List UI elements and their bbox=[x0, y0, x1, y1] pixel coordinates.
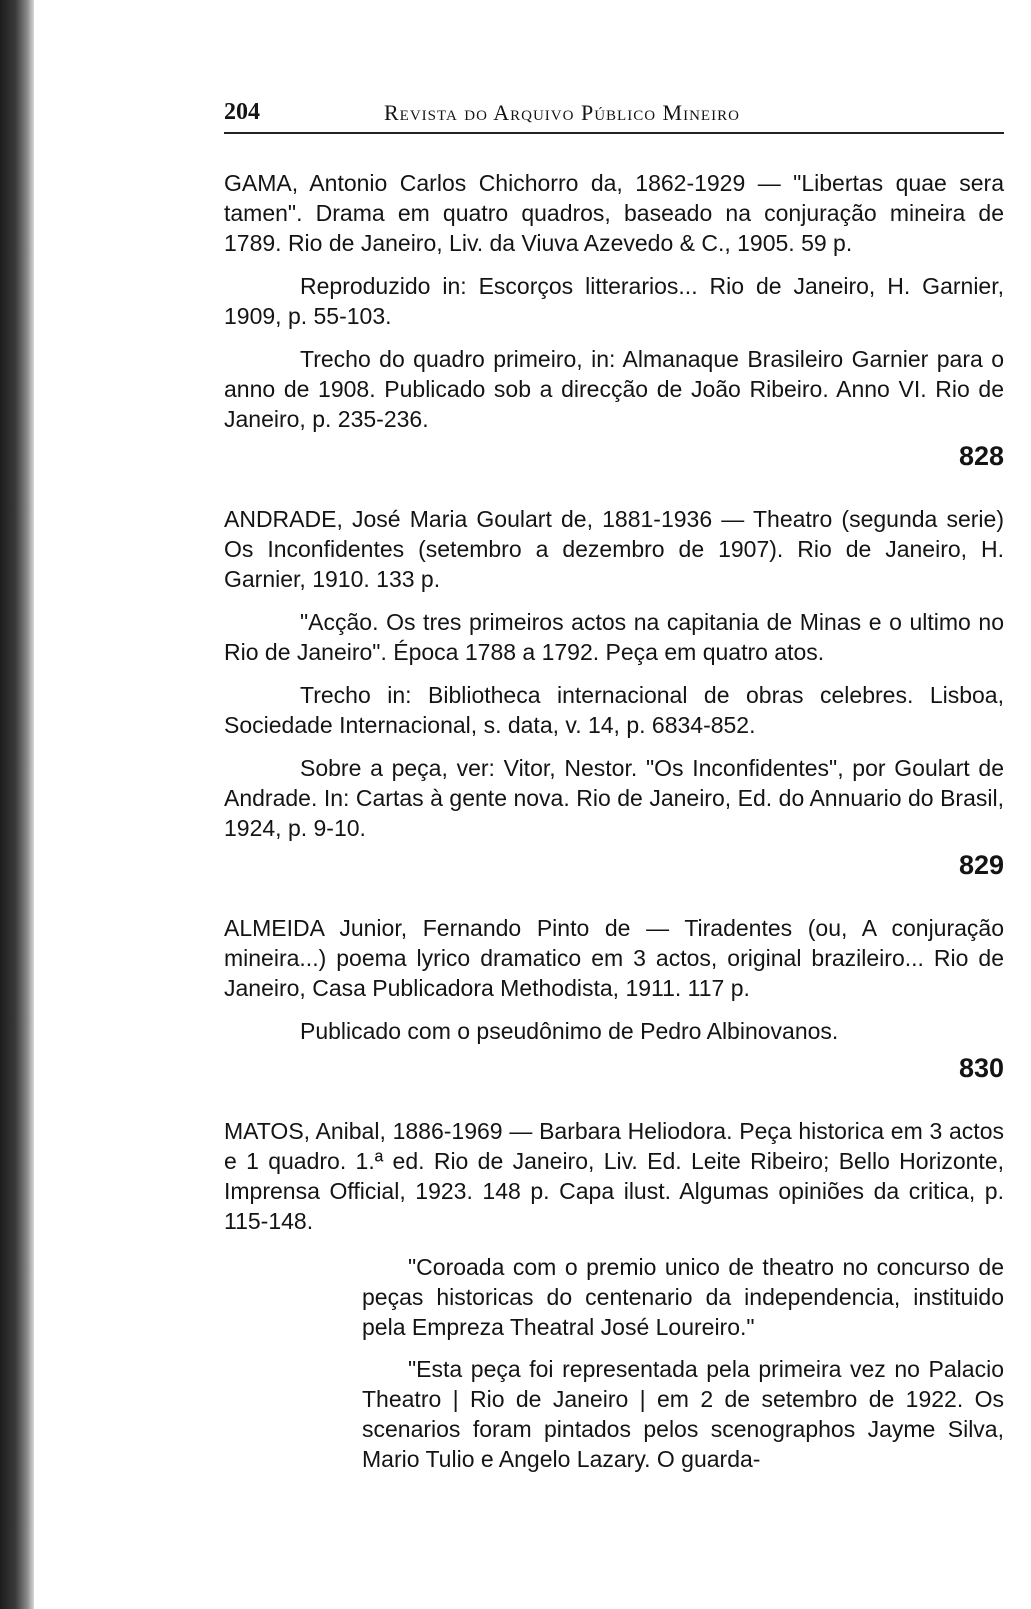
quote-paragraph: "Esta peça foi representada pela primeira vez no Palacio Theatro | Rio de Janeiro | em 2 de setembro de 1922. Os scenarios foram pintados pelos scenographos Jayme Silva, Mario Tulio e Angelo Lazary. O guarda- bbox=[362, 1356, 1004, 1472]
entry-note: Reproduzido in: Escorços litterarios... Rio de Janeiro, H. Garnier, 1909, p. 55-103. bbox=[224, 273, 1004, 329]
entry-number: 830 bbox=[958, 1053, 1004, 1083]
entry-note: Trecho do quadro primeiro, in: Almanaque Brasileiro Garnier para o anno de 1908. Publicado sob a direcção de João Ribeiro. Anno VI. Rio de Janeiro, p. 235-236. bbox=[224, 346, 1004, 432]
entry-citation: ALMEIDA Junior, Fernando Pinto de — Tiradentes (ou, A conjuração mineira...) poema lyrico dramatico em 3 actos, original brazileiro... Rio de Janeiro, Casa Publicadora Methodista, 1911. 117 p. bbox=[224, 915, 1004, 1001]
entry-citation: ANDRADE, José Maria Goulart de, 1881-1936 — Theatro (segunda serie) Os Inconfidentes (setembro a dezembro de 1907). Rio de Janeiro, H. Garnier, 1910. 133 p. bbox=[224, 506, 1004, 592]
entry-citation: MATOS, Anibal, 1886-1969 — Barbara Heliodora. Peça historica em 3 actos e 1 quadro. 1.ª ed. Rio de Janeiro, Liv. Ed. Leite Ribeiro; Bello Horizonte, Imprensa Official, 1923. 148 p. Capa ilust. Algumas opiniões da critica, p. 115-148. bbox=[224, 1118, 1004, 1234]
running-head bbox=[224, 96, 1004, 134]
entry-note: Trecho in: Bibliotheca internacional de obras celebres. Lisboa, Sociedade Internacional, s. data, v. 14, p. 6834-852. bbox=[224, 682, 1004, 738]
entry-number: 828 bbox=[958, 441, 1004, 471]
entry-note: "Acção. Os tres primeiros actos na capitania de Minas e o ultimo no Rio de Janeiro". Época 1788 a 1792. Peça em quatro atos. bbox=[224, 609, 1004, 665]
bibliography-entries bbox=[224, 168, 1004, 1474]
journal-title: Revista do Arquivo Público Mineiro bbox=[384, 100, 740, 125]
bibliography-entry bbox=[224, 504, 1004, 881]
block-quote bbox=[362, 1252, 1004, 1474]
entry-note: Publicado com o pseudônimo de Pedro Albinovanos. bbox=[300, 1018, 839, 1044]
quote-paragraph: "Coroada com o premio unico de theatro no concurso de peças historicas do centenario da independencia, instituido pela Empreza Theatral José Loureiro." bbox=[362, 1254, 1004, 1340]
entry-number: 829 bbox=[958, 850, 1004, 880]
bibliography-entry bbox=[224, 913, 1004, 1084]
bibliography-entry bbox=[224, 168, 1004, 472]
page-number: 204 bbox=[224, 99, 260, 125]
book-binding-edge bbox=[0, 0, 34, 1609]
document-page bbox=[224, 96, 1004, 1474]
entry-citation: GAMA, Antonio Carlos Chichorro da, 1862-1929 — "Libertas quae sera tamen". Drama em quatro quadros, baseado na conjuração mineira de 1789. Rio de Janeiro, Liv. da Viuva Azevedo & C., 1905. 59 p. bbox=[224, 170, 1004, 256]
bibliography-entry bbox=[224, 1116, 1004, 1474]
entry-note: Sobre a peça, ver: Vitor, Nestor. "Os Inconfidentes", por Goulart de Andrade. In: Cartas à gente nova. Rio de Janeiro, Ed. do Annuario do Brasil, 1924, p. 9-10. bbox=[224, 755, 1004, 841]
